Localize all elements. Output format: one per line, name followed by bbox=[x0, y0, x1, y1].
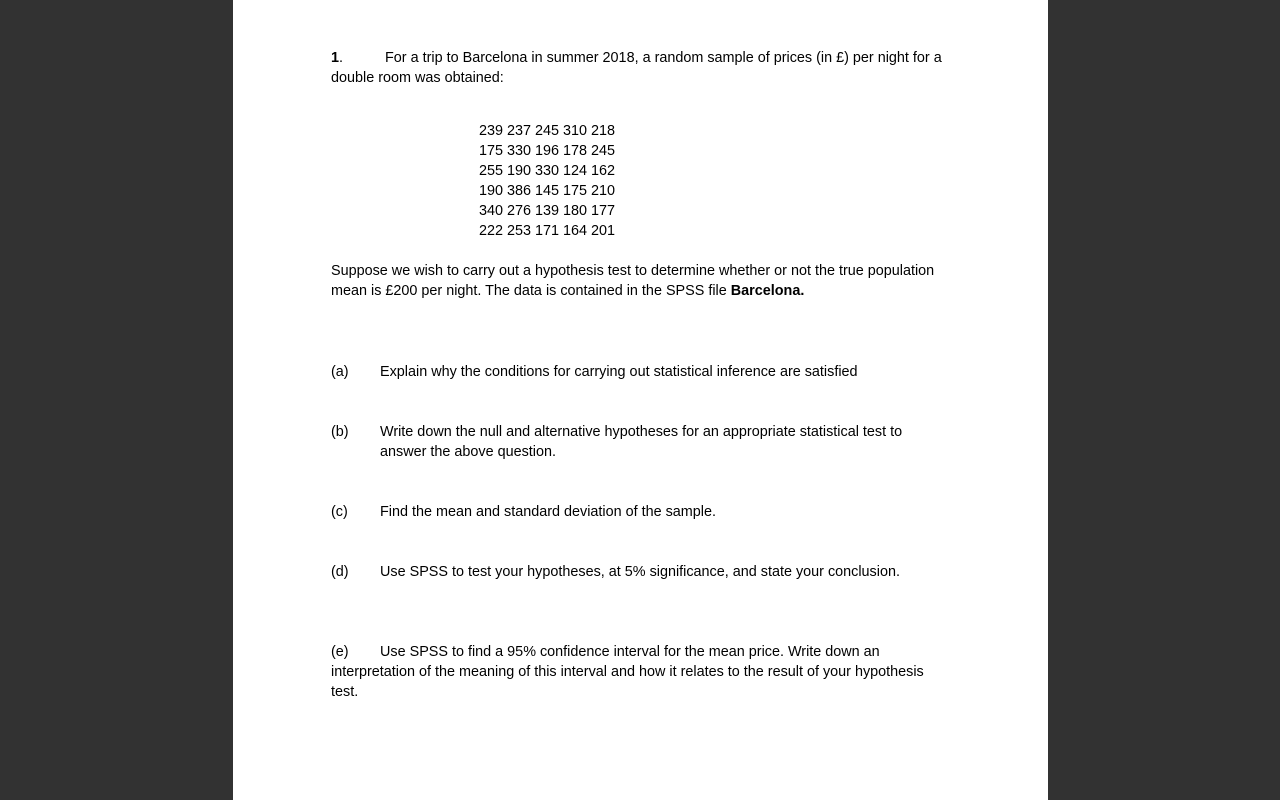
price-data-row: 175 330 196 178 245 bbox=[479, 143, 616, 159]
part-e bbox=[331, 642, 951, 702]
part-label: (e) bbox=[331, 644, 349, 660]
question-intro-text: For a trip to Barcelona in summer 2018, a random sample of prices (in £) per night for a double room was obtained: bbox=[331, 50, 942, 86]
price-data-row: 340 276 139 180 177 bbox=[479, 203, 616, 219]
part-label: (a) bbox=[331, 364, 349, 380]
part-text: Use SPSS to test your hypotheses, at 5% significance, and state your conclusion. bbox=[380, 564, 900, 580]
hypothesis-paragraph-text: Suppose we wish to carry out a hypothesis test to determine whether or not the true population mean is £200 per night. The data is contained in the SPSS file bbox=[331, 263, 935, 299]
part-label: (b) bbox=[331, 424, 349, 440]
document-page bbox=[233, 0, 1048, 800]
part-label: (c) bbox=[331, 504, 348, 520]
part-label: (d) bbox=[331, 564, 349, 580]
price-data-row: 222 253 171 164 201 bbox=[479, 223, 616, 239]
document-content bbox=[331, 48, 951, 702]
question-number-suffix: . bbox=[339, 50, 344, 66]
question-number: 1 bbox=[331, 50, 340, 66]
hypothesis-paragraph bbox=[331, 261, 951, 301]
price-data-row: 255 190 330 124 162 bbox=[479, 163, 616, 179]
part-b bbox=[331, 422, 951, 462]
part-text: Write down the null and alternative hypotheses for an appropriate statistical test to answer the above question. bbox=[380, 424, 903, 460]
part-d bbox=[331, 562, 951, 582]
price-data-row: 190 386 145 175 210 bbox=[479, 183, 616, 199]
part-c bbox=[331, 502, 951, 522]
part-text: Find the mean and standard deviation of the sample. bbox=[380, 504, 716, 520]
part-a bbox=[331, 362, 951, 382]
part-text: Explain why the conditions for carrying out statistical inference are satisfied bbox=[380, 364, 858, 380]
spss-file-name: Barcelona. bbox=[730, 283, 805, 299]
question-intro bbox=[331, 48, 951, 88]
price-data-block bbox=[479, 121, 951, 241]
price-data-row: 239 237 245 310 218 bbox=[479, 123, 616, 139]
part-text: Use SPSS to find a 95% confidence interval for the mean price. Write down an interpretation of the meaning of this interval and how it relates to the result of your hypothesis test. bbox=[331, 644, 924, 700]
